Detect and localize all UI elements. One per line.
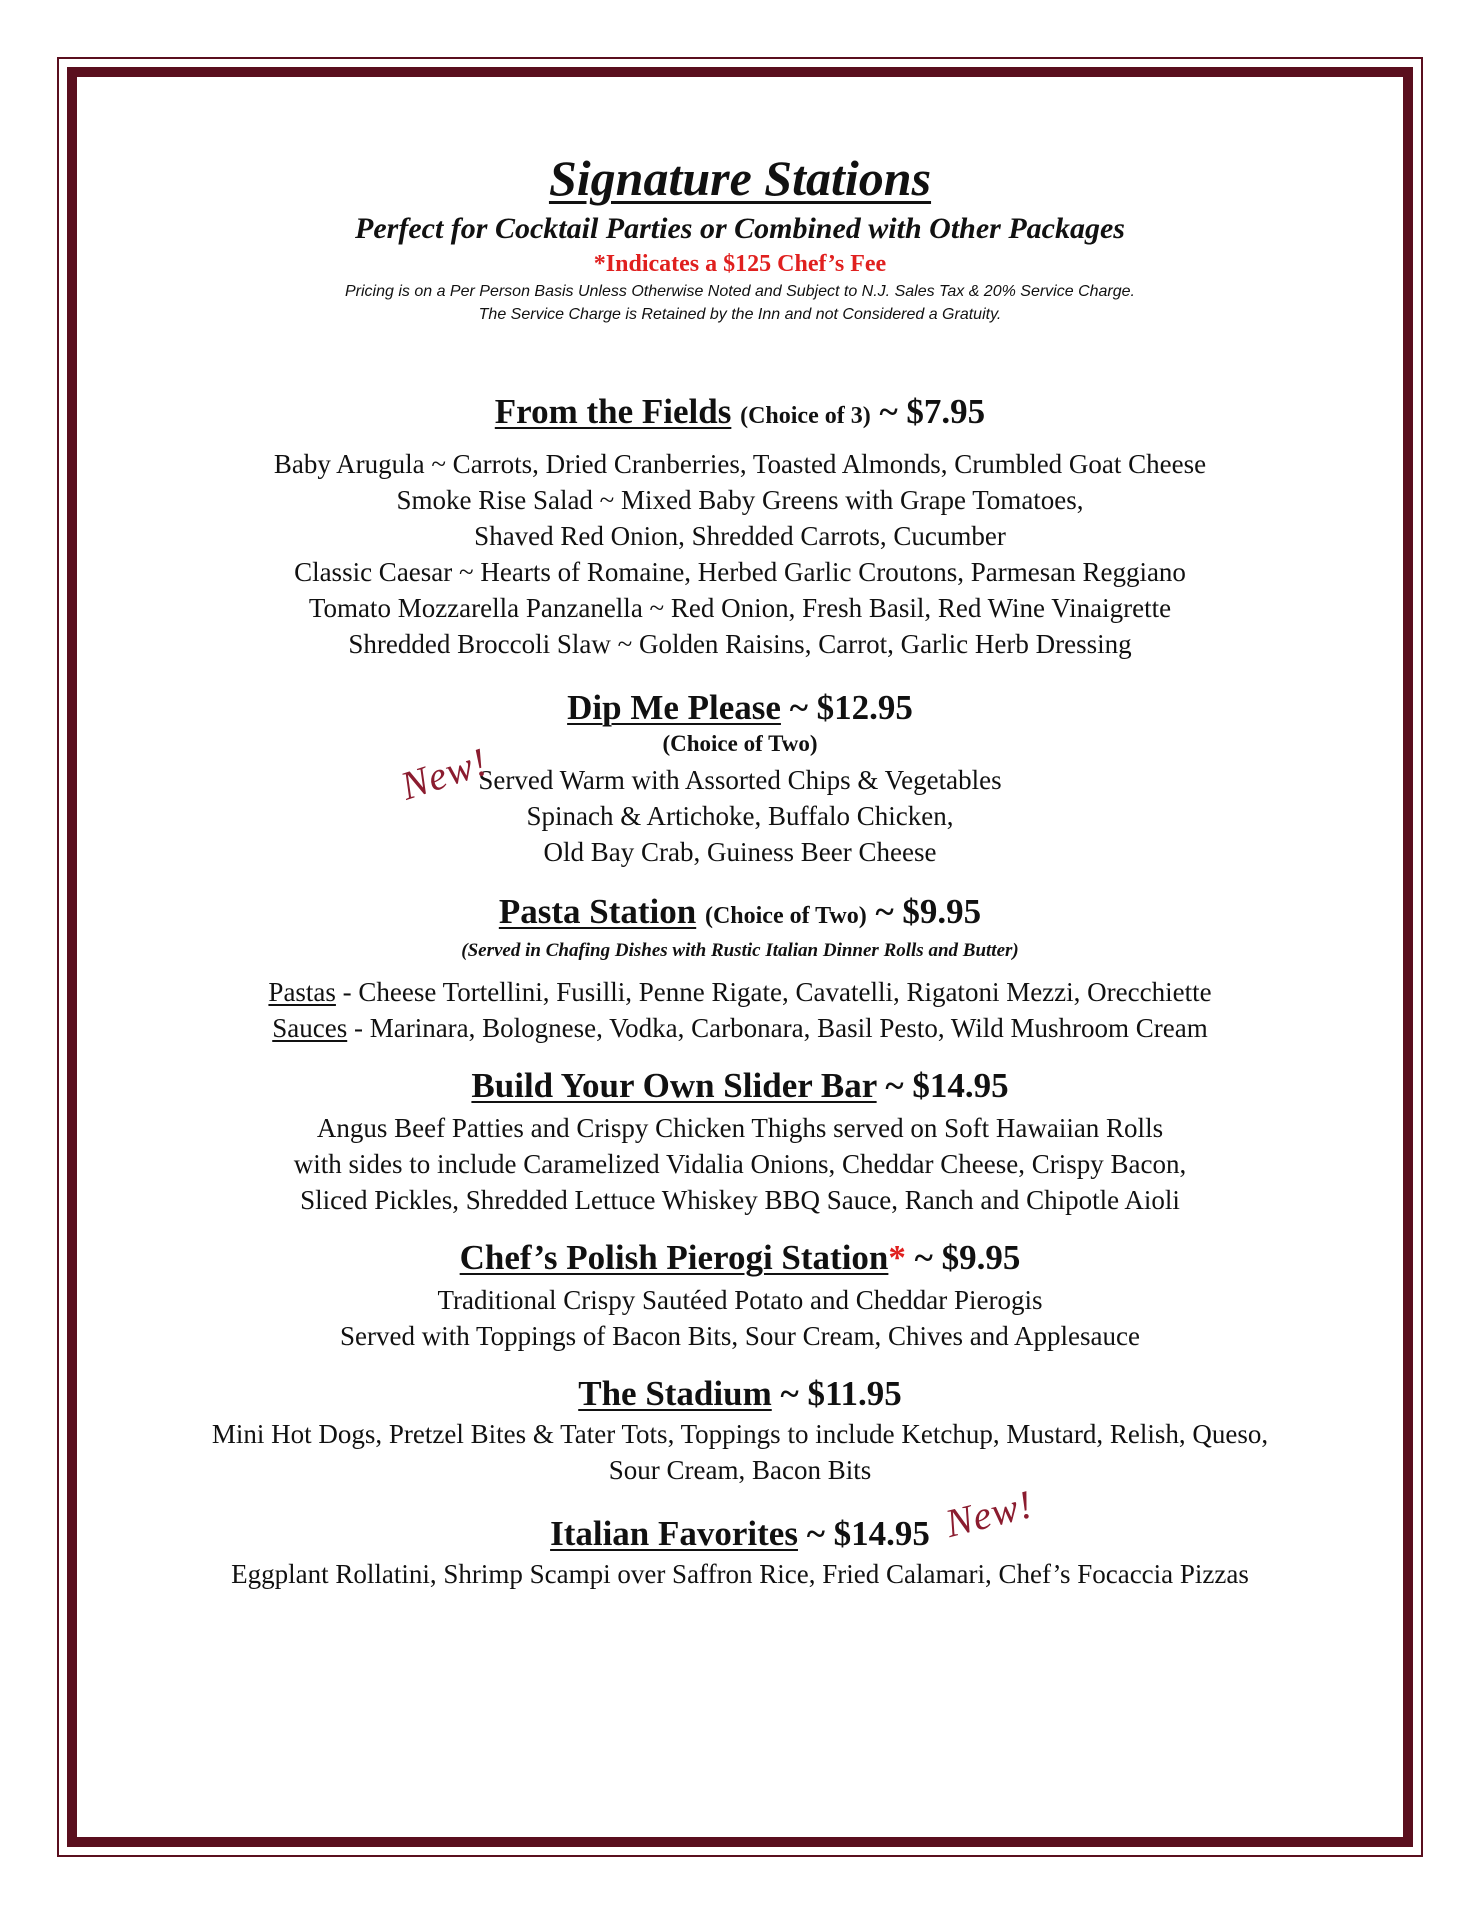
menu-line: Tomato Mozzarella Panzanella ~ Red Onion, Fresh Basil, Red Wine Vinaigrette: [308, 593, 1172, 623]
menu-line: Smoke Rise Salad ~ Mixed Baby Greens with Grape Tomatoes,: [396, 485, 1084, 515]
chef-fee-star: *: [888, 1238, 906, 1277]
sauces-list: - Marinara, Bolognese, Vodka, Carbonara, Basil Pesto, Wild Mushroom Cream: [347, 1013, 1208, 1043]
menu-line: Served with Toppings of Bacon Bits, Sour Cream, Chives and Applesauce: [339, 1321, 1140, 1351]
section-price: ~ $14.95: [806, 1514, 930, 1553]
section-name: Italian Favorites: [550, 1514, 798, 1553]
menu-line: Baby Arugula ~ Carrots, Dried Cranberries, Toasted Almonds, Crumbled Goat Cheese: [273, 449, 1207, 479]
section-choice: (Choice of Two): [704, 903, 867, 929]
menu-line: with sides to include Caramelized Vidalia Onions, Cheddar Cheese, Crispy Bacon,: [293, 1149, 1187, 1179]
section-the-stadium: [80, 1372, 1400, 1488]
pricing-note: Pricing is on a Per Person Basis Unless Otherwise Noted and Subject to N.J. Sales Tax & 20% Service Charge.: [344, 283, 1135, 300]
section-price: ~ $14.95: [885, 1066, 1009, 1105]
section-slider-bar: [80, 1064, 1400, 1218]
menu-line: Angus Beef Patties and Crispy Chicken Thighs served on Soft Hawaiian Rolls: [316, 1113, 1164, 1143]
service-charge-note: The Service Charge is Retained by the Inn and not Considered a Gratuity.: [478, 306, 1002, 323]
section-heading: [80, 390, 1400, 438]
section-heading: [80, 1064, 1400, 1108]
section-choice: (Choice of 3): [740, 403, 871, 429]
new-badge-dip: New!: [395, 738, 494, 809]
section-name: Build Your Own Slider Bar: [471, 1066, 877, 1105]
section-name: The Stadium: [578, 1374, 772, 1413]
menu-line: Served Warm with Assorted Chips & Vegetables: [478, 765, 1002, 795]
section-name: Dip Me Please: [567, 688, 781, 727]
section-name: Pasta Station: [498, 892, 697, 931]
pastas-line: [80, 974, 1400, 1010]
section-italian-favorites: [80, 1512, 1400, 1592]
section-price: ~ $11.95: [780, 1374, 902, 1413]
pastas-label: Pastas: [268, 977, 336, 1007]
section-price: ~ $9.95: [914, 1238, 1021, 1277]
pastas-list: - Cheese Tortellini, Fusilli, Penne Rigate, Cavatelli, Rigatoni Mezzi, Orecchiette: [335, 977, 1212, 1007]
menu-line: Classic Caesar ~ Hearts of Romaine, Herbed Garlic Croutons, Parmesan Reggiano: [294, 557, 1186, 587]
menu-line: Old Bay Crab, Guiness Beer Cheese: [543, 837, 937, 867]
menu-line: Eggplant Rollatini, Shrimp Scampi over Saffron Rice, Fried Calamari, Chef’s Focaccia Pizzas: [231, 1559, 1249, 1589]
section-heading: [80, 1372, 1400, 1416]
section-choice: (Choice of Two): [662, 731, 818, 756]
section-note: (Served in Chafing Dishes with Rustic Italian Dinner Rolls and Butter): [461, 940, 1019, 961]
menu-line: Sliced Pickles, Shredded Lettuce Whiskey BBQ Sauce, Ranch and Chipotle Aioli: [300, 1185, 1180, 1215]
section-dip-me-please: [80, 686, 1400, 870]
section-from-the-fields: [80, 390, 1400, 662]
sauces-label: Sauces: [272, 1013, 348, 1043]
section-price: ~ $7.95: [879, 392, 986, 431]
page-subtitle: Perfect for Cocktail Parties or Combined with Other Packages: [355, 212, 1125, 245]
new-badge-stadium: New!: [940, 1480, 1038, 1547]
section-price: ~ $9.95: [875, 892, 982, 931]
chef-fee-note: *Indicates a $125 Chef’s Fee: [593, 251, 887, 277]
section-heading: [80, 1512, 1400, 1556]
page-title: Signature Stations: [548, 150, 932, 206]
menu-line: Spinach & Artichoke, Buffalo Chicken,: [526, 801, 954, 831]
section-pierogi-station: [80, 1236, 1400, 1354]
section-price: ~ $12.95: [789, 688, 913, 727]
menu-line: Mini Hot Dogs, Pretzel Bites & Tater Tots, Toppings to include Ketchup, Mustard, Relish, Queso,: [211, 1419, 1269, 1449]
section-name: From the Fields: [494, 392, 732, 431]
section-heading: [80, 686, 1400, 730]
section-heading: [80, 1236, 1400, 1280]
sauces-line: [80, 1010, 1400, 1046]
section-heading: [80, 890, 1400, 938]
section-pasta-station: [80, 890, 1400, 1046]
section-name: Chef’s Polish Pierogi Station: [459, 1238, 889, 1277]
menu-line: Shaved Red Onion, Shredded Carrots, Cucumber: [474, 521, 1006, 551]
menu-line: Shredded Broccoli Slaw ~ Golden Raisins, Carrot, Garlic Herb Dressing: [348, 629, 1132, 659]
menu-line: Traditional Crispy Sautéed Potato and Cheddar Pierogis: [437, 1285, 1043, 1315]
menu-line: Sour Cream, Bacon Bits: [608, 1455, 872, 1485]
menu-content: [80, 150, 1400, 1592]
